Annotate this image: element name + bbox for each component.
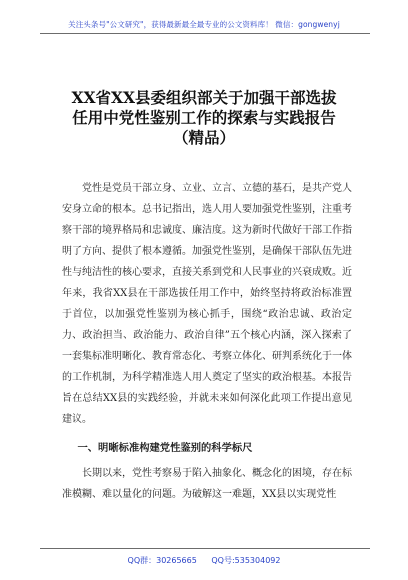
footer-divider [40, 548, 370, 549]
intro-paragraph: 党性是党员干部立身、立业、立言、立德的基石，是共产党人安身立命的根本。总书记指出，选人用人要加强党性鉴别，注重考察干部的境界格局和忠诚度、廉洁度。这为新时代做好干部工作指明了方向、提供了根本遵循。加强党性鉴别，是确保干部队伍先进性与纯洁性的核心要求，直接关系到党和人民事业的兴衰成败。近年来，我省XX县在干部选拔任用工作中，始终坚持将政治标准置于首位，以加强党性鉴别为核心抓手，围绕“政治忠诚、政治定力、政治担当、政治能力、政治自律”五个核心内涵，深入探索了一套集标准明晰化、教育常态化、考察立体化、研判系统化于一体的工作机制，为科学精准选人用人奠定了坚实的政治根基。本报告旨在总结XX县的实践经验，并就未来如何深化此项工作提出意见建议。 [62, 183, 352, 425]
footer-qq-number: QQ号:535304092 [211, 556, 281, 565]
document-body [62, 178, 352, 505]
header-banner: 关注头条号"公文研究"，获得最新最全最专业的公文资料库！ 微信：gongwenyj [68, 20, 340, 29]
footer-qq-group: QQ群：30265665 [127, 556, 197, 565]
section-1-paragraph: 长期以来，党性考察易于陷入抽象化、概念化的困境，存在标准模糊、难以量化的问题。为破解这一难题，XX县以实现党性 [62, 468, 352, 500]
header-divider [40, 33, 370, 34]
section-heading-1: 一、明晰标准构建党性鉴别的科学标尺 [77, 442, 253, 454]
title-line-3: （精品） [172, 128, 235, 147]
document-title [34, 88, 374, 148]
footer [0, 555, 408, 566]
title-line-1: XX省XX县委组织部关于加强干部选拔 [71, 88, 337, 107]
title-line-2: 任用中党性鉴别工作的探索与实践报告 [72, 108, 336, 127]
